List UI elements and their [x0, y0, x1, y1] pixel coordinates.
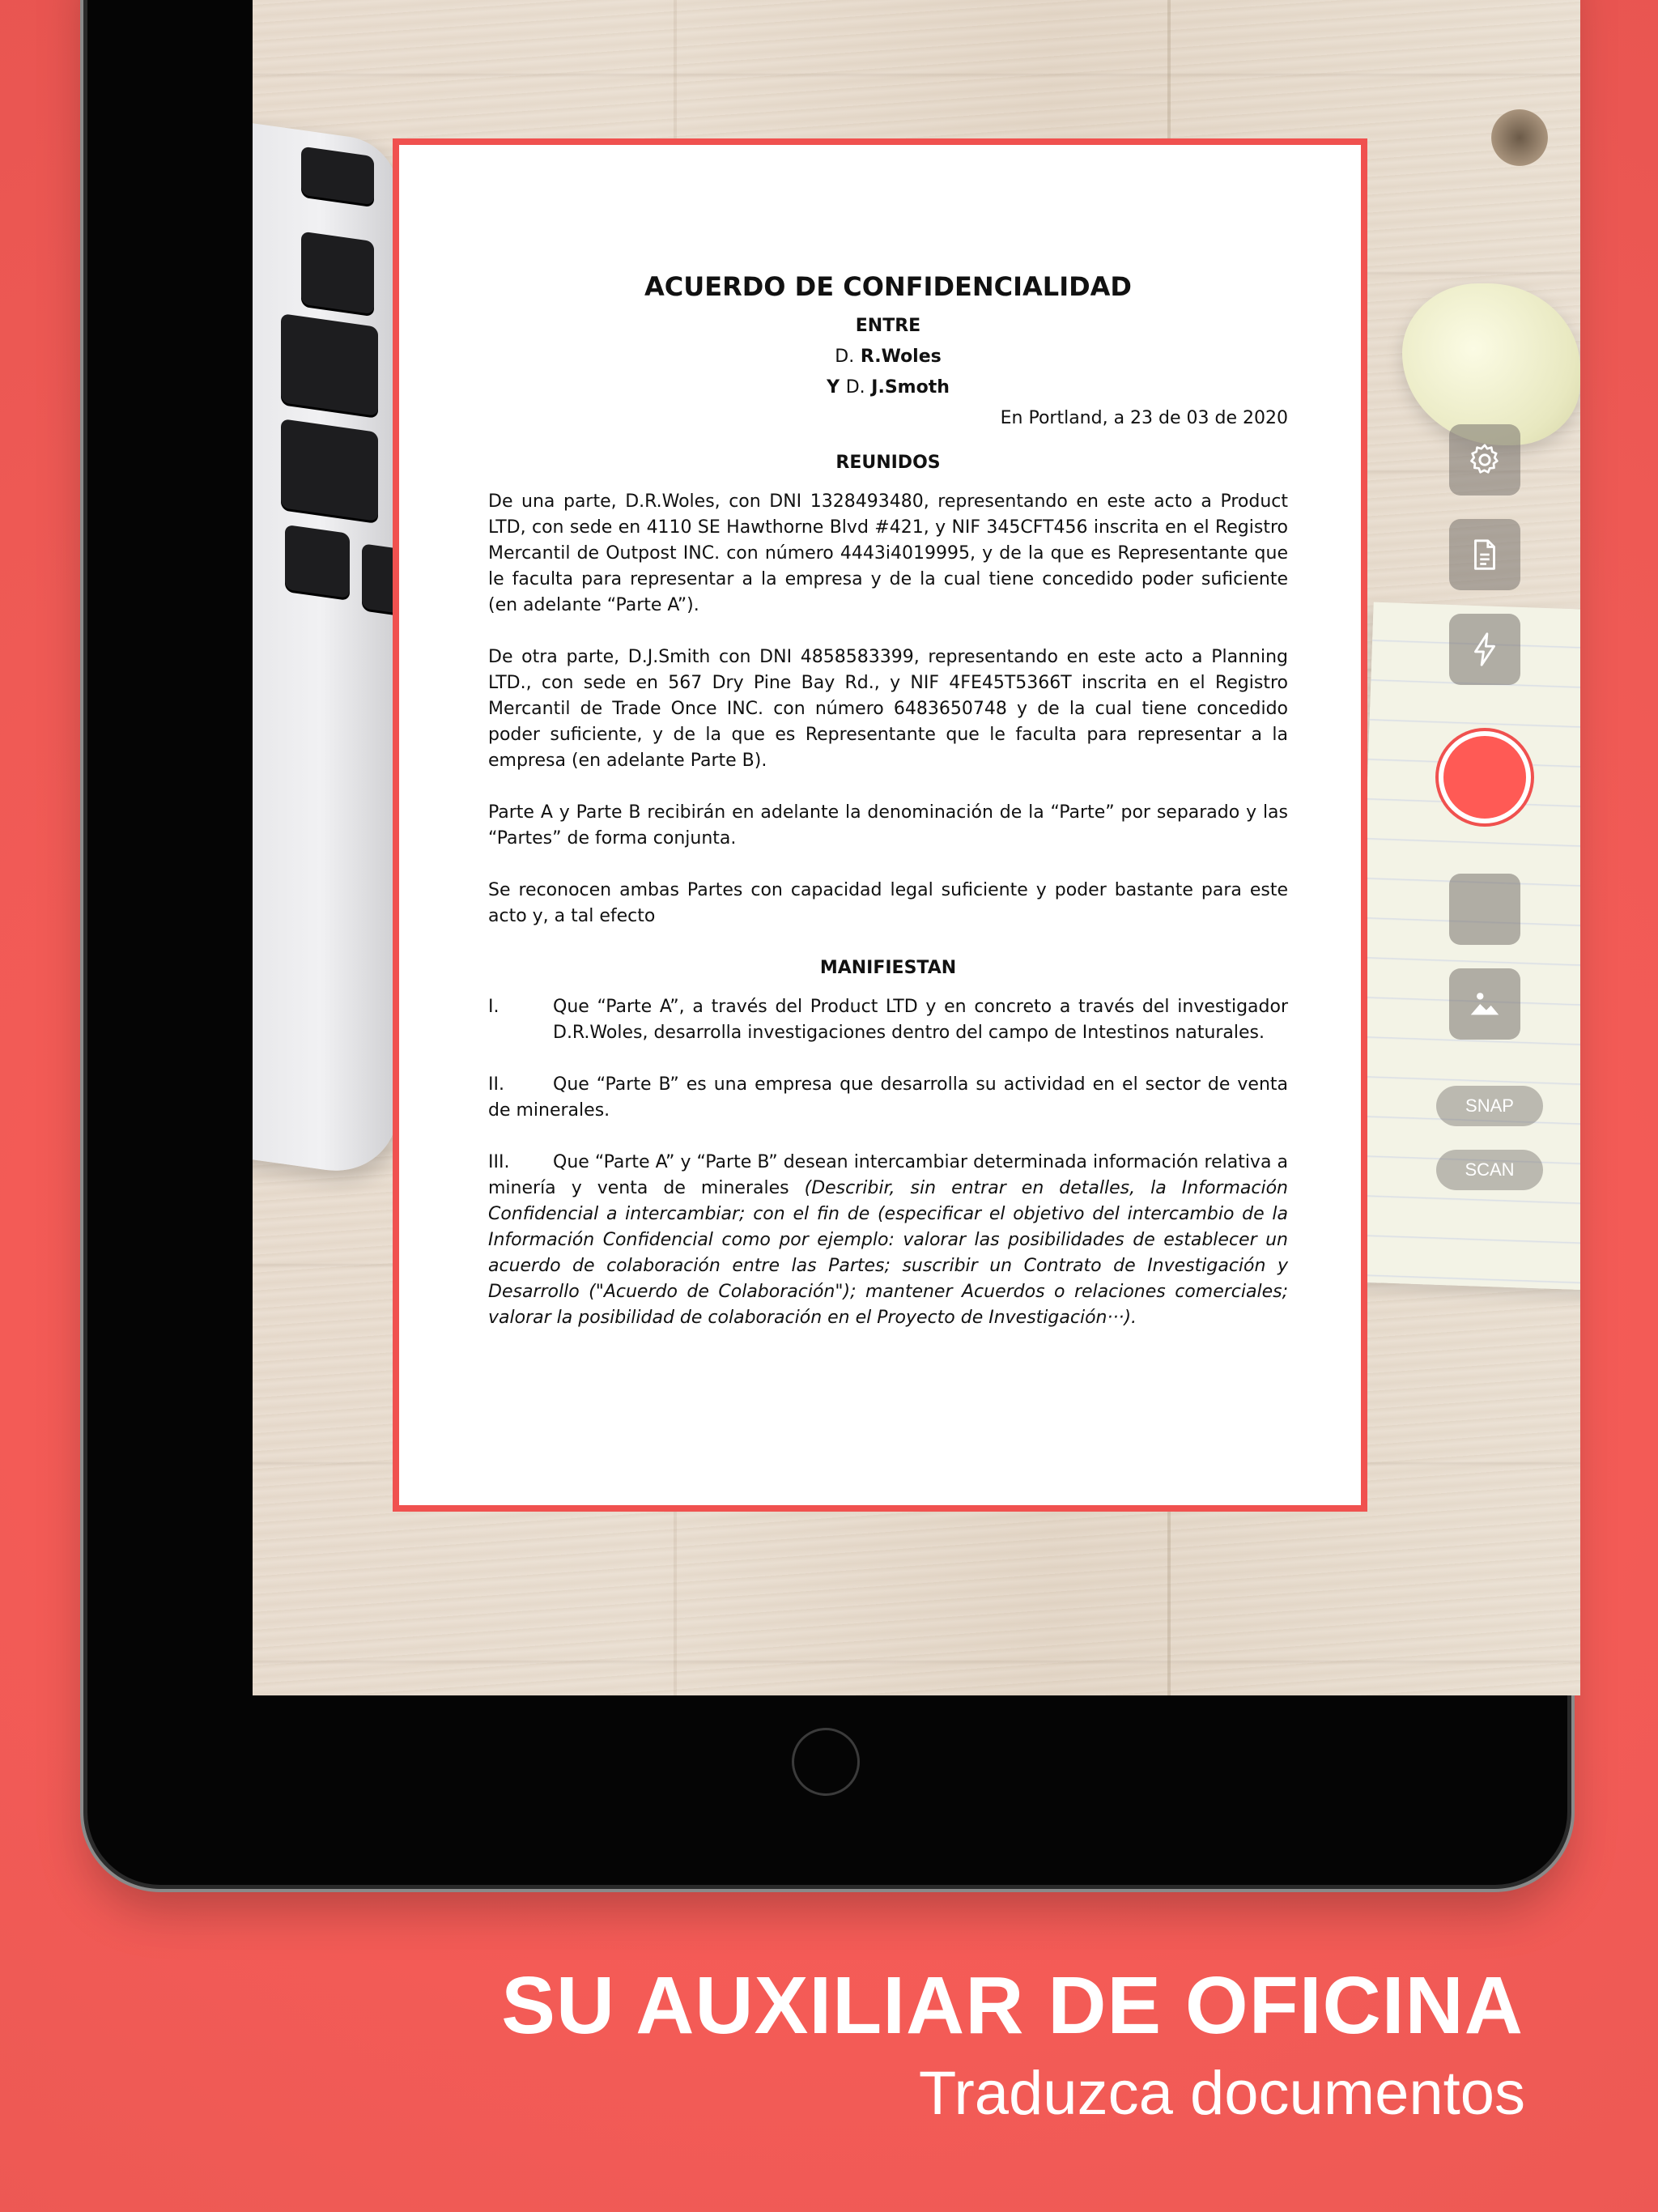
item-text: Que “Parte A”, a través del Product LTD y en concreto a través del investigador D.R.Woles, desarrolla investigaciones dentro del campo de Intestinos naturales.: [553, 997, 1288, 1043]
item-text: Que “Parte A” y “Parte B” desean intercambiar determinada información relativa a minería y venta de minerales: [488, 1152, 1288, 1198]
scanned-document: [488, 270, 1288, 1357]
party1-name: R.Woles: [860, 347, 942, 367]
paragraph: De otra parte, D.J.Smith con DNI 4858583399, representando en este acto a Planning LTD., con sede en 567 Dry Pine Bay Rd., y NIF 4FE45T5366T inscrita en el Registro Mercantil de Trade Once INC. con número 6483650748 y de la cual tiene concedido poder suficiente, y de la que es Representante que le faculta para representar a la empresa (en adelante Parte B).: [488, 647, 1288, 771]
laptop-background: [253, 108, 398, 1180]
tablet-frame: [87, 0, 1567, 1885]
last-capture-thumbnail[interactable]: [1449, 874, 1520, 945]
paragraph: Se reconocen ambas Partes con capacidad legal suficiente y poder bastante para este acto y, a tal efecto: [488, 880, 1288, 926]
list-item: [488, 1150, 1288, 1331]
wood-knot: [1491, 109, 1548, 166]
laptop-key: [301, 232, 374, 315]
shutter-button[interactable]: [1439, 731, 1531, 823]
laptop-key: [285, 525, 350, 598]
party1-prefix: D.: [835, 347, 855, 367]
document-mode-button[interactable]: [1449, 519, 1520, 590]
paragraph: De una parte, D.R.Woles, con DNI 1328493480, representando en este acto a Product LTD, con sede en 4110 SE Hawthorne Blvd #421, y NIF 345CFT456 inscrita en el Registro Mercantil de Outpost INC. con número 4443i4019995, y de la que es Representante que le faculta para representar a la empresa y de la cual tiene concedido poder suficiente (en adelante “Parte A”).: [488, 491, 1288, 615]
document-between: ENTRE: [855, 316, 921, 336]
document-date: En Portland, a 23 de 03 de 2020: [1000, 408, 1288, 428]
promo-subline: Traduzca documentos: [918, 2059, 1525, 2128]
paragraph: Parte A y Parte B recibirán en adelante la denominación de la “Parte” por separado y las “Partes” de forma conjunta.: [488, 802, 1288, 849]
item-text-italic: (Describir, sin entrar en detalles, la Información Confidencial a intercambiar; con el fin de (especificar el objetivo del intercambio de la Información Confidencial como por ejemplo: valorar las posibilidades de establecer un acuerdo de colaboración entre las Partes; suscribir un Contrato de Investigación y Desarrollo ("Acuerdo de Colaboración"); mantener Acuerdos o relaciones comerciales; valorar la posibilidad de colaboración en el Proyecto de Investigación···).: [488, 1178, 1288, 1328]
camera-viewfinder: [253, 0, 1580, 1695]
lightning-icon: [1466, 631, 1503, 668]
party2-prefix: D.: [845, 377, 865, 398]
scan-mode-toggle[interactable]: SCAN: [1436, 1150, 1543, 1190]
item-number: III.: [488, 1152, 510, 1172]
document-detection-frame[interactable]: [393, 138, 1367, 1512]
list-item: [488, 1072, 1288, 1124]
settings-button[interactable]: [1449, 424, 1520, 496]
document-title: ACUERDO DE CONFIDENCIALIDAD: [644, 271, 1132, 302]
list-item: [488, 994, 1288, 1046]
snap-mode-toggle[interactable]: SNAP: [1436, 1086, 1543, 1126]
party2-name: J.Smoth: [871, 377, 950, 398]
promo-headline: SU AUXILIAR DE OFICINA: [501, 1960, 1524, 2051]
document-party2: [488, 372, 1288, 403]
laptop-key: [301, 147, 374, 206]
party2-y: Y: [827, 377, 840, 398]
crumpled-paper: [1402, 283, 1580, 445]
gear-icon: [1466, 441, 1503, 479]
document-icon: [1466, 536, 1503, 573]
item-number: II.: [488, 1074, 504, 1095]
item-text: Que “Parte B” es una empresa que desarrolla su actividad en el sector de venta de minerales.: [488, 1074, 1288, 1121]
section-reunidos: REUNIDOS: [835, 453, 941, 473]
flash-button[interactable]: [1449, 614, 1520, 685]
tablet-home-button: [792, 1728, 860, 1796]
item-number: I.: [488, 997, 500, 1017]
laptop-key-enter: [281, 313, 378, 416]
image-icon: [1466, 985, 1503, 1023]
laptop-key-shift: [281, 419, 378, 521]
document-party1: [488, 342, 1288, 372]
gallery-button[interactable]: [1449, 968, 1520, 1040]
section-manifiestan: MANIFIESTAN: [819, 958, 957, 978]
